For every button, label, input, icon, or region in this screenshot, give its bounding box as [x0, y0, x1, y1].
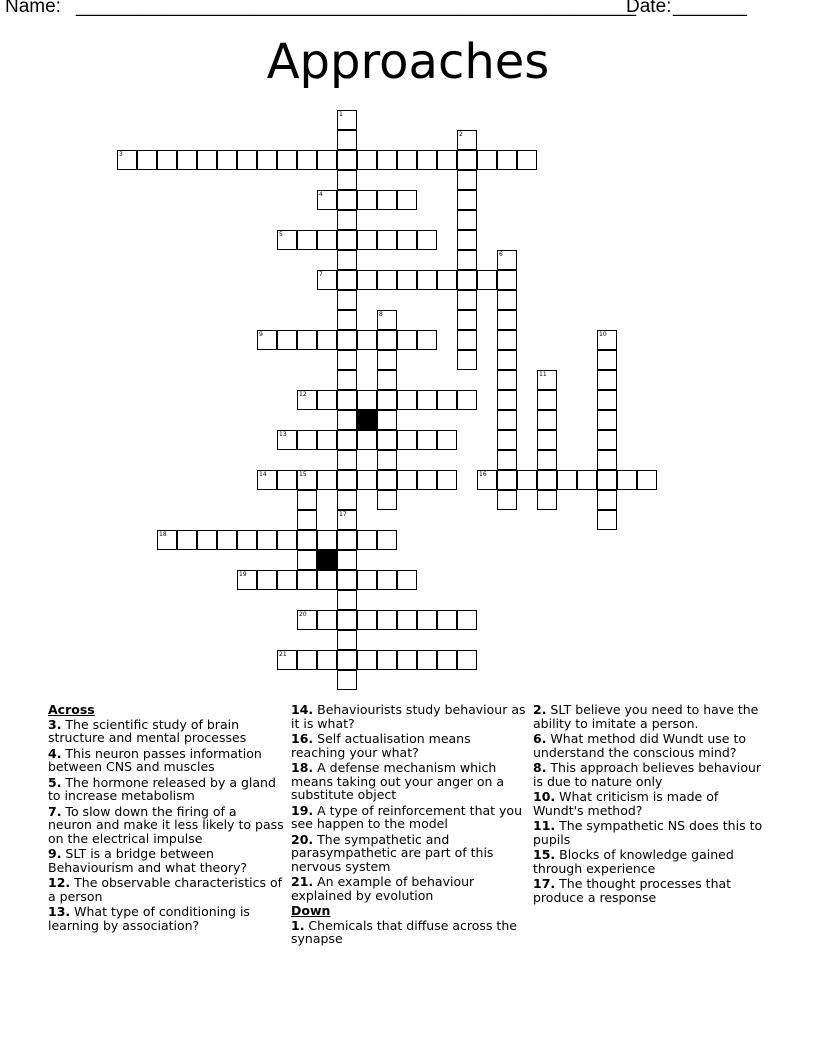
clue	[533, 703, 769, 730]
grid-cell[interactable]	[397, 230, 417, 250]
grid-cell[interactable]	[377, 430, 397, 450]
grid-cell[interactable]	[357, 650, 377, 670]
grid-cell[interactable]	[297, 610, 317, 630]
grid-cell[interactable]	[537, 470, 557, 490]
grid-cell[interactable]	[497, 250, 517, 270]
clue	[48, 805, 284, 846]
grid-cell[interactable]	[377, 330, 397, 350]
grid-cell[interactable]	[397, 330, 417, 350]
grid-cell[interactable]	[537, 430, 557, 450]
clue-number: 17	[339, 511, 347, 518]
grid-cell[interactable]	[497, 150, 517, 170]
grid-cell[interactable]	[337, 250, 357, 270]
clue-number: 7.	[48, 803, 62, 819]
clue	[291, 732, 527, 759]
clue-number: 6.	[533, 731, 547, 746]
clue-text: An example of behaviour explained by evolution	[291, 874, 475, 903]
grid-cell[interactable]	[377, 370, 397, 390]
clue	[48, 718, 284, 745]
grid-cell[interactable]	[337, 530, 357, 550]
grid-cell[interactable]	[337, 670, 357, 690]
grid-cell[interactable]	[337, 370, 357, 390]
grid-cell[interactable]	[457, 270, 477, 290]
clue-text: Blocks of knowledge gained through experience	[533, 847, 734, 876]
clue-text: A type of reinforcement that you see happen to the model	[291, 802, 522, 831]
clues-column-3	[533, 703, 769, 906]
clue-text: The sympathetic and parasympathetic are part of this nervous system	[291, 831, 494, 874]
clue	[533, 877, 769, 904]
grid-cell[interactable]	[237, 570, 257, 590]
clues-column-2	[291, 703, 527, 948]
page-title: Approaches	[266, 34, 550, 90]
grid-cell[interactable]	[317, 190, 337, 210]
grid-cell[interactable]	[377, 410, 397, 430]
grid-cell[interactable]	[277, 430, 297, 450]
grid-cell[interactable]	[517, 150, 537, 170]
grid-cell[interactable]	[337, 190, 357, 210]
clue-text: The observable characteristics of a person	[48, 875, 283, 904]
grid-cell[interactable]	[377, 390, 397, 410]
clue	[533, 848, 769, 875]
clue-number: 19.	[291, 802, 314, 818]
clue	[291, 804, 527, 831]
grid-cell[interactable]	[137, 150, 157, 170]
grid-cell[interactable]	[417, 390, 437, 410]
grid-cell[interactable]	[397, 190, 417, 210]
grid-cell[interactable]	[177, 530, 197, 550]
clue	[48, 776, 284, 803]
grid-cell[interactable]	[417, 470, 437, 490]
grid-cell[interactable]	[257, 150, 277, 170]
grid-cell[interactable]	[317, 150, 337, 170]
grid-cell[interactable]	[457, 170, 477, 190]
clue-number: 20	[299, 611, 307, 618]
clue	[48, 905, 284, 932]
grid-cell[interactable]	[337, 210, 357, 230]
grid-cell[interactable]	[397, 270, 417, 290]
clue-text: Chemicals that diffuse across the synapse	[291, 917, 517, 946]
grid-cell[interactable]	[457, 150, 477, 170]
grid-cell[interactable]	[257, 330, 277, 350]
grid-cell[interactable]	[637, 470, 657, 490]
grid-cell[interactable]	[537, 490, 557, 510]
grid-cell[interactable]	[337, 130, 357, 150]
grid-cell[interactable]	[377, 230, 397, 250]
grid-cell[interactable]	[417, 610, 437, 630]
clue-number: 4	[319, 191, 323, 198]
clue-text: To slow down the firing of a neuron and make it less likely to pass on the electrical impulse	[48, 803, 284, 846]
clue-text: This approach believes behaviour is due to nature only	[533, 760, 762, 789]
grid-cell[interactable]	[417, 430, 437, 450]
grid-cell[interactable]	[497, 470, 517, 490]
clue-number: 2.	[533, 702, 547, 717]
grid-cell[interactable]	[497, 290, 517, 310]
clue	[533, 732, 769, 759]
clue-text: Self actualisation means reaching your what?	[291, 731, 471, 760]
clue-number: 15.	[533, 847, 556, 862]
clue	[48, 747, 284, 774]
grid-cell[interactable]	[437, 390, 457, 410]
section-heading-across: Across	[48, 702, 95, 717]
clue-text: What method did Wundt use to understand the conscious mind?	[533, 731, 747, 760]
grid-cell[interactable]	[377, 470, 397, 490]
grid-cell[interactable]	[257, 530, 277, 550]
clue	[533, 819, 769, 846]
grid-cell[interactable]	[457, 650, 477, 670]
grid-cell[interactable]	[337, 390, 357, 410]
clue-number: 16	[479, 471, 487, 478]
grid-cell[interactable]	[177, 150, 197, 170]
grid-cell[interactable]	[377, 270, 397, 290]
grid-cell[interactable]	[297, 650, 317, 670]
grid-cell[interactable]	[297, 150, 317, 170]
grid-cell[interactable]	[457, 290, 477, 310]
grid-cell[interactable]	[317, 270, 337, 290]
grid-cell[interactable]	[337, 170, 357, 190]
grid-cell[interactable]	[457, 190, 477, 210]
grid-cell[interactable]	[557, 470, 577, 490]
clue-text: A defense mechanism which means taking out your anger on a substitute object	[291, 760, 505, 802]
clue-number: 21	[279, 651, 287, 658]
clue-number: 14.	[291, 702, 314, 717]
grid-cell[interactable]	[497, 450, 517, 470]
grid-cell[interactable]	[237, 530, 257, 550]
grid-cell[interactable]	[537, 450, 557, 470]
grid-cell[interactable]	[337, 330, 357, 350]
grid-cell[interactable]	[497, 370, 517, 390]
grid-cell[interactable]	[497, 390, 517, 410]
grid-cell[interactable]	[457, 250, 477, 270]
grid-cell[interactable]	[457, 310, 477, 330]
clue-text: What criticism is made of Wundt's method?	[533, 789, 719, 818]
grid-cell[interactable]	[457, 350, 477, 370]
grid-cell[interactable]	[477, 150, 497, 170]
grid-cell[interactable]	[597, 410, 617, 430]
grid-cell[interactable]	[297, 390, 317, 410]
grid-cell[interactable]	[537, 410, 557, 430]
clue	[533, 790, 769, 817]
grid-cell[interactable]	[337, 410, 357, 430]
grid-cell[interactable]	[337, 650, 357, 670]
grid-cell[interactable]	[457, 210, 477, 230]
grid-cell[interactable]	[457, 230, 477, 250]
grid-cell[interactable]	[417, 270, 437, 290]
clue-text: SLT is a bridge between Behaviourism and what theory?	[48, 846, 248, 875]
grid-cell[interactable]	[397, 650, 417, 670]
grid-cell[interactable]	[497, 270, 517, 290]
black-cell	[357, 410, 377, 430]
clue-number: 15	[299, 471, 307, 478]
grid-cell[interactable]	[357, 470, 377, 490]
grid-cell[interactable]	[317, 230, 337, 250]
name-label: Name:	[5, 0, 67, 17]
clue-number: 8	[379, 311, 383, 318]
clues-column-1	[48, 703, 284, 934]
grid-cell[interactable]	[417, 150, 437, 170]
grid-cell[interactable]	[417, 330, 437, 350]
grid-cell[interactable]	[597, 510, 617, 530]
grid-cell[interactable]	[377, 530, 397, 550]
grid-cell[interactable]	[357, 190, 377, 210]
grid-cell[interactable]	[337, 290, 357, 310]
grid-cell[interactable]	[297, 490, 317, 510]
grid-cell[interactable]	[457, 130, 477, 150]
grid-cell[interactable]	[417, 650, 437, 670]
clue-number: 13.	[48, 904, 71, 919]
date-label: Date:	[626, 0, 677, 17]
clue-number: 16.	[291, 731, 314, 746]
grid-cell[interactable]	[377, 650, 397, 670]
grid-cell[interactable]	[357, 390, 377, 410]
grid-cell[interactable]	[497, 410, 517, 430]
grid-cell[interactable]	[297, 570, 317, 590]
grid-cell[interactable]	[597, 450, 617, 470]
clue-number: 21.	[291, 874, 314, 889]
grid-cell[interactable]	[317, 610, 337, 630]
grid-cell[interactable]	[397, 470, 417, 490]
grid-cell[interactable]	[337, 470, 357, 490]
clue-number: 11.	[533, 818, 556, 833]
grid-cell[interactable]	[597, 330, 617, 350]
grid-cell[interactable]	[317, 650, 337, 670]
grid-cell[interactable]	[237, 150, 257, 170]
grid-cell[interactable]	[257, 570, 277, 590]
clue-number: 12.	[48, 875, 71, 890]
grid-cell[interactable]	[337, 310, 357, 330]
clue-number: 11	[539, 371, 547, 378]
clue-text: The hormone released by a gland to increase metabolism	[48, 774, 276, 803]
grid-cell[interactable]	[377, 450, 397, 470]
grid-cell[interactable]	[357, 150, 377, 170]
clue	[291, 919, 527, 946]
grid-cell[interactable]	[377, 150, 397, 170]
grid-cell[interactable]	[197, 530, 217, 550]
grid-cell[interactable]	[217, 150, 237, 170]
clue-text: This neuron passes information between CNS and muscles	[48, 745, 262, 774]
clue-number: 10	[599, 331, 607, 338]
clue-text: Behaviourists study behaviour as it is what?	[291, 702, 526, 731]
grid-cell[interactable]	[597, 490, 617, 510]
grid-cell[interactable]	[497, 330, 517, 350]
grid-cell[interactable]	[537, 390, 557, 410]
grid-cell[interactable]	[357, 330, 377, 350]
grid-cell[interactable]	[437, 150, 457, 170]
clue-number: 14	[259, 471, 267, 478]
grid-cell[interactable]	[597, 470, 617, 490]
grid-cell[interactable]	[497, 490, 517, 510]
clue-number: 2	[459, 131, 463, 138]
grid-cell[interactable]	[297, 510, 317, 530]
clue	[291, 875, 527, 902]
clue	[533, 761, 769, 788]
grid-cell[interactable]	[117, 150, 137, 170]
clue-number: 9.	[48, 846, 62, 861]
grid-cell[interactable]	[337, 150, 357, 170]
grid-cell[interactable]	[497, 310, 517, 330]
grid-cell[interactable]	[357, 530, 377, 550]
clue	[291, 703, 527, 730]
grid-cell[interactable]	[397, 430, 417, 450]
clue	[291, 761, 527, 802]
grid-cell[interactable]	[317, 430, 337, 450]
grid-cell[interactable]	[477, 470, 497, 490]
grid-cell[interactable]	[337, 350, 357, 370]
clue-number: 5.	[48, 774, 62, 790]
clue-number: 5	[279, 231, 283, 238]
grid-cell[interactable]	[297, 230, 317, 250]
date-field[interactable]: _______	[673, 0, 747, 17]
grid-cell[interactable]	[297, 430, 317, 450]
grid-cell[interactable]	[277, 150, 297, 170]
grid-cell[interactable]	[477, 270, 497, 290]
clue-number: 12	[299, 391, 307, 398]
grid-cell[interactable]	[397, 570, 417, 590]
grid-cell[interactable]	[337, 590, 357, 610]
grid-cell[interactable]	[457, 330, 477, 350]
grid-cell[interactable]	[277, 650, 297, 670]
clue-number: 18	[159, 531, 167, 538]
grid-cell[interactable]	[597, 430, 617, 450]
grid-cell[interactable]	[357, 430, 377, 450]
grid-cell[interactable]	[457, 610, 477, 630]
grid-cell[interactable]	[397, 390, 417, 410]
clue-text: The sympathetic NS does this to pupils	[533, 818, 763, 847]
clue	[48, 847, 284, 874]
grid-cell[interactable]	[377, 190, 397, 210]
grid-cell[interactable]	[437, 610, 457, 630]
grid-cell[interactable]	[357, 610, 377, 630]
grid-cell[interactable]	[337, 110, 357, 130]
grid-cell[interactable]	[397, 610, 417, 630]
grid-cell[interactable]	[497, 430, 517, 450]
grid-cell[interactable]	[437, 470, 457, 490]
clue-number: 7	[319, 271, 323, 278]
grid-cell[interactable]	[317, 570, 337, 590]
grid-cell[interactable]	[337, 430, 357, 450]
grid-cell[interactable]	[337, 450, 357, 470]
grid-cell[interactable]	[317, 470, 337, 490]
clue	[291, 833, 527, 874]
grid-cell[interactable]	[337, 550, 357, 570]
clue	[48, 876, 284, 903]
grid-cell[interactable]	[417, 230, 437, 250]
grid-cell[interactable]	[377, 350, 397, 370]
grid-cell[interactable]	[457, 390, 477, 410]
clue-text: SLT believe you need to have the ability to imitate a person.	[533, 702, 759, 731]
grid-cell[interactable]	[397, 150, 417, 170]
clue-number: 3.	[48, 716, 62, 732]
clue-text: The thought processes that produce a response	[533, 876, 732, 905]
grid-cell[interactable]	[357, 270, 377, 290]
grid-cell[interactable]	[337, 510, 357, 530]
clue-number: 9	[259, 331, 263, 338]
grid-cell[interactable]	[597, 370, 617, 390]
clue-number: 10.	[533, 789, 556, 804]
grid-cell[interactable]	[377, 610, 397, 630]
grid-cell[interactable]	[317, 330, 337, 350]
clue-number: 19	[239, 571, 247, 578]
section-heading-down: Down	[291, 903, 331, 918]
grid-cell[interactable]	[217, 530, 237, 550]
grid-cell[interactable]	[297, 550, 317, 570]
clue-number: 8.	[533, 760, 547, 775]
grid-cell[interactable]	[437, 430, 457, 450]
clue-number: 1.	[291, 917, 305, 933]
grid-cell[interactable]	[437, 270, 457, 290]
grid-cell[interactable]	[297, 470, 317, 490]
grid-cell[interactable]	[317, 530, 337, 550]
clue-number: 18.	[291, 760, 314, 775]
grid-cell[interactable]	[337, 630, 357, 650]
grid-cell[interactable]	[157, 530, 177, 550]
grid-cell[interactable]	[317, 390, 337, 410]
grid-cell[interactable]	[497, 350, 517, 370]
grid-cell[interactable]	[537, 370, 557, 390]
grid-cell[interactable]	[277, 330, 297, 350]
clue-number: 17.	[533, 876, 556, 891]
grid-cell[interactable]	[597, 350, 617, 370]
grid-cell[interactable]	[337, 610, 357, 630]
grid-cell[interactable]	[377, 570, 397, 590]
grid-cell[interactable]	[277, 230, 297, 250]
grid-cell[interactable]	[197, 150, 217, 170]
grid-cell[interactable]	[277, 470, 297, 490]
clue-number: 1	[339, 111, 343, 118]
grid-cell[interactable]	[157, 150, 177, 170]
grid-cell[interactable]	[437, 650, 457, 670]
grid-cell[interactable]	[297, 530, 317, 550]
clue-text: The scientific study of brain structure and mental processes	[48, 716, 247, 745]
grid-cell[interactable]	[597, 390, 617, 410]
clue-number: 4.	[48, 745, 62, 761]
clue-text: What type of conditioning is learning by association?	[48, 904, 250, 933]
name-field[interactable]: _____________________________________________________	[76, 0, 637, 17]
grid-cell[interactable]	[357, 570, 377, 590]
grid-cell[interactable]	[337, 570, 357, 590]
grid-cell[interactable]	[337, 490, 357, 510]
grid-cell[interactable]	[257, 470, 277, 490]
clue-number: 13	[279, 431, 287, 438]
grid-cell[interactable]	[577, 470, 597, 490]
grid-cell[interactable]	[377, 490, 397, 510]
grid-cell[interactable]	[617, 470, 637, 490]
grid-cell[interactable]	[377, 310, 397, 330]
clue-number: 20.	[291, 831, 314, 847]
grid-cell[interactable]	[277, 570, 297, 590]
clue-number: 3	[119, 151, 123, 158]
grid-cell[interactable]	[337, 270, 357, 290]
grid-cell[interactable]	[337, 230, 357, 250]
grid-cell[interactable]	[277, 530, 297, 550]
grid-cell[interactable]	[357, 230, 377, 250]
clue-number: 6	[499, 251, 503, 258]
grid-cell[interactable]	[517, 470, 537, 490]
black-cell	[317, 550, 337, 570]
grid-cell[interactable]	[297, 330, 317, 350]
